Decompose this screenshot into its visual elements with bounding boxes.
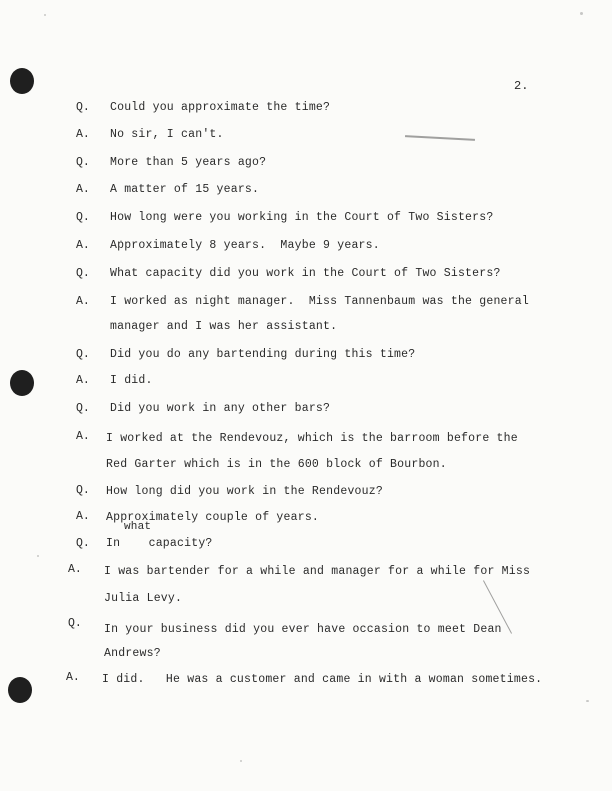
speaker-label: Q. [76,537,90,550]
transcript-line: In your business did you ever have occasion to meet Dean [104,623,502,636]
transcript-line: I was bartender for a while and manager for a while for Miss [104,565,531,578]
speaker-label: A. [76,128,90,141]
speaker-label: Q. [76,484,90,497]
speckle [586,700,589,702]
transcript-line: Did you do any bartending during this time? [110,348,416,361]
transcript-line: More than 5 years ago? [110,156,267,169]
speaker-label: A. [66,671,80,684]
speckle [44,14,46,16]
transcript-line: Did you work in any other bars? [110,402,331,415]
punch-hole-bottom [8,677,32,703]
transcript-line: manager and I was her assistant. [110,320,338,333]
transcript-line: I did. He was a customer and came in with a woman sometimes. [102,673,543,686]
speaker-label: A. [76,510,90,523]
speaker-label: Q. [76,402,90,415]
punch-hole-top [10,68,34,94]
speaker-label: Q. [68,617,82,630]
speckle [240,760,242,762]
transcript-line: Red Garter which is in the 600 block of Bourbon. [106,458,447,471]
transcript-line: Could you approximate the time? [110,101,331,114]
transcript-line: In capacity? [106,537,213,550]
speaker-label: Q. [76,101,90,114]
speaker-label: A. [76,239,90,252]
handwritten-annotation: what [124,521,152,533]
transcript-line: No sir, I can't. [110,128,224,141]
transcript-line: Approximately 8 years. Maybe 9 years. [110,239,380,252]
transcript-line: I did. [110,374,153,387]
transcript-line: What capacity did you work in the Court of Two Sisters? [110,267,501,280]
transcript-line: Approximately couple of years. [106,511,320,524]
speaker-label: Q. [76,156,90,169]
punch-hole-middle [10,370,34,396]
scan-streak [405,135,475,141]
transcript-line: How long did you work in the Rendevouz? [106,485,383,498]
speaker-label: Q. [76,267,90,280]
transcript-line: Julia Levy. [104,592,183,605]
transcript-line: I worked as night manager. Miss Tannenbaum was the general [110,295,529,308]
transcript-line: Andrews? [104,647,161,660]
speckle [580,12,583,15]
speaker-label: Q. [76,348,90,361]
speaker-label: A. [76,430,90,443]
transcript-line: I worked at the Rendevouz, which is the barroom before the [106,432,518,445]
speaker-label: A. [68,563,82,576]
page-number: 2. [514,79,529,93]
speckle [37,555,39,557]
speaker-label: A. [76,295,90,308]
speaker-label: Q. [76,211,90,224]
transcript-line: A matter of 15 years. [110,183,260,196]
speaker-label: A. [76,374,90,387]
transcript-line: How long were you working in the Court of Two Sisters? [110,211,494,224]
speaker-label: A. [76,183,90,196]
